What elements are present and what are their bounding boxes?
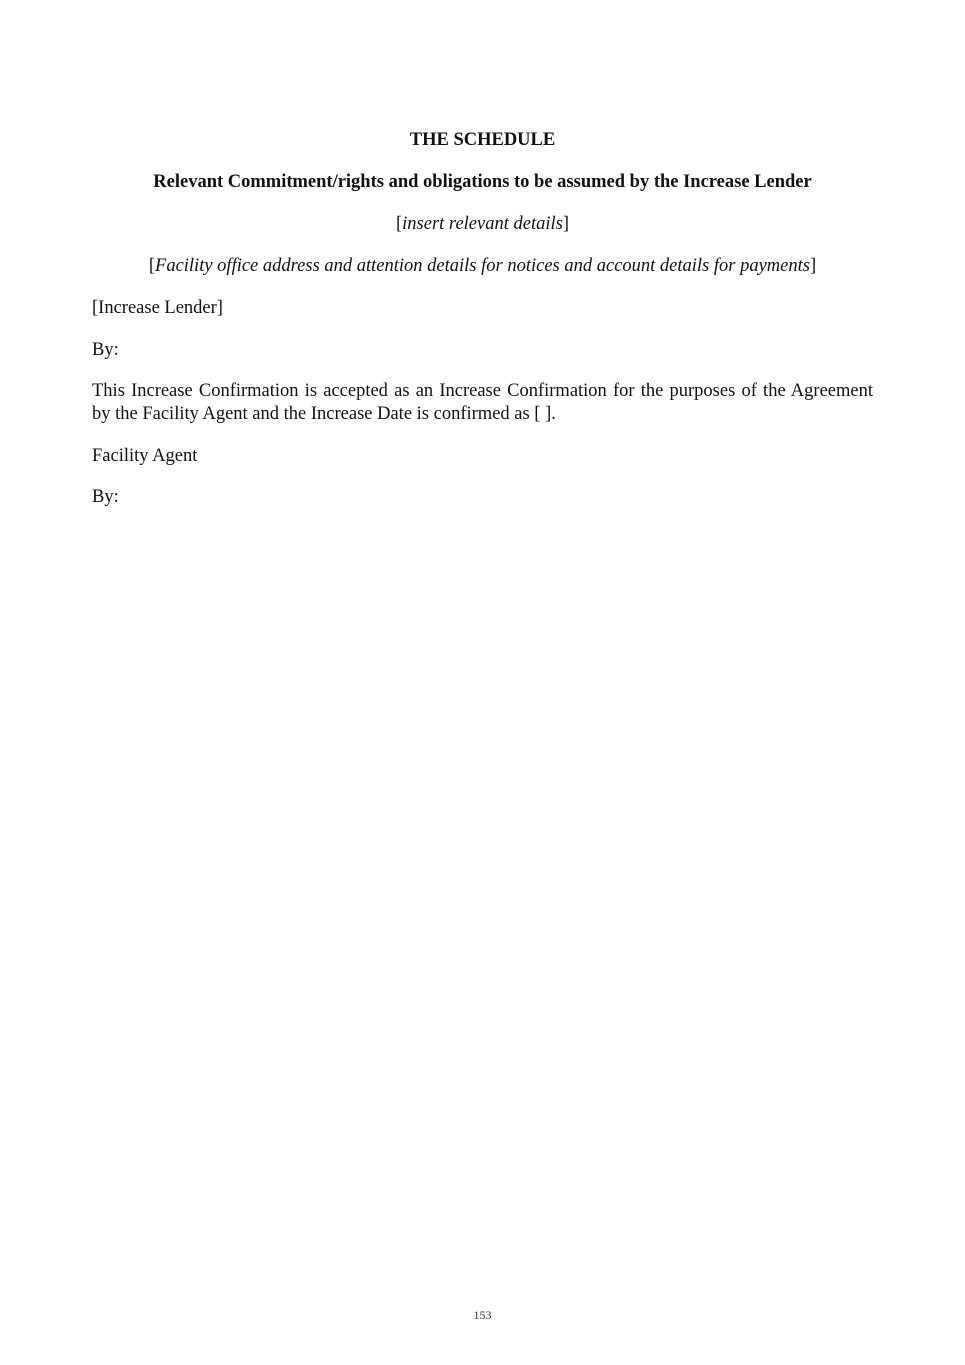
schedule-subtitle: Relevant Commitment/rights and obligations to be assumed by the Increase Lender: [153, 172, 812, 192]
relevant-details-placeholder: [92, 213, 873, 236]
bracket-open: [: [396, 214, 403, 234]
increase-lender-signature-by: By:: [92, 340, 119, 360]
facility-office-placeholder: [92, 255, 873, 278]
relevant-details-text: insert relevant details: [402, 214, 563, 234]
bracket-open: [: [148, 256, 156, 276]
acceptance-paragraph: This Increase Confirmation is accepted as an Increase Confirmation for the purposes of the Agreement by the Facility Agent and the Increase Date is confirmed as [ ].: [92, 381, 873, 424]
schedule-title: THE SCHEDULE: [409, 130, 556, 150]
bracket-close: ]: [562, 214, 569, 234]
page-number: 153: [473, 1308, 492, 1322]
facility-agent-signature-by: By:: [92, 487, 119, 507]
bracket-close: ]: [809, 256, 817, 276]
facility-office-text: Facility office address and attention details for notices and account details for payments: [155, 256, 810, 276]
increase-lender-name: [Increase Lender]: [92, 298, 223, 318]
facility-agent-name: Facility Agent: [92, 446, 198, 466]
